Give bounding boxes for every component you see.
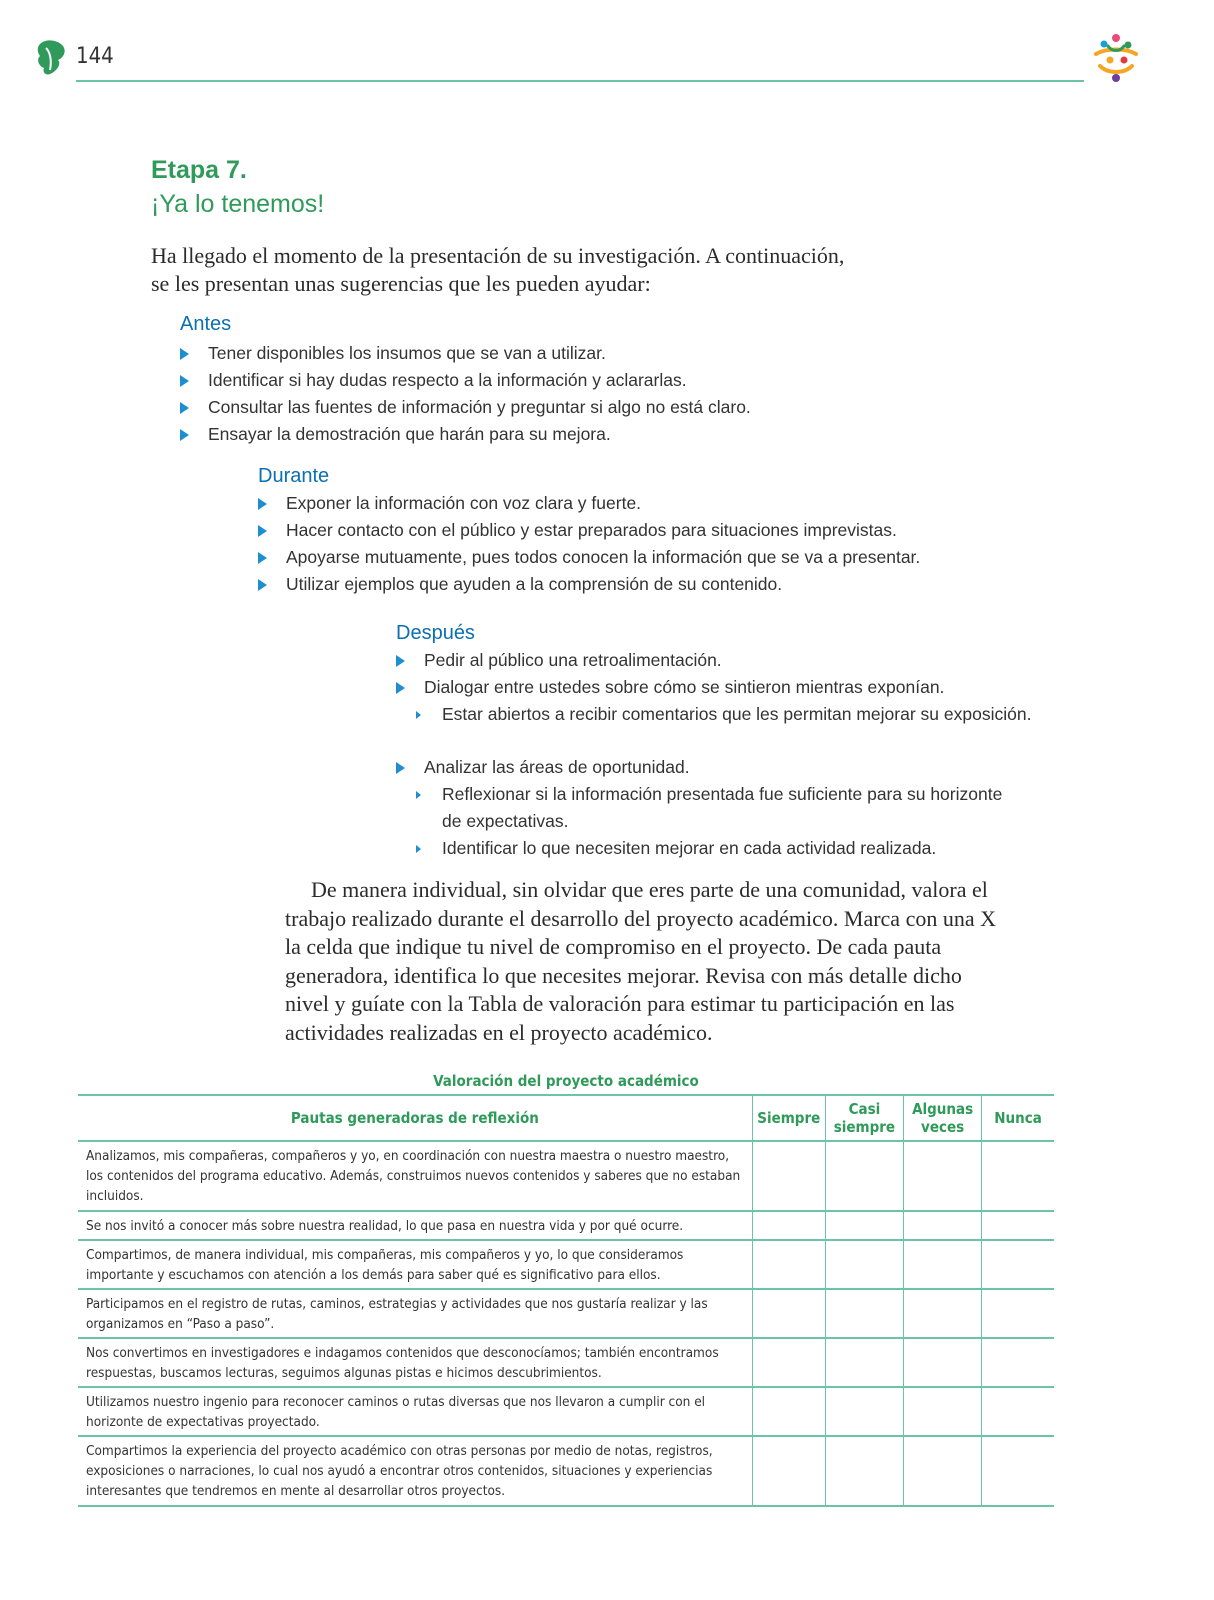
checkbox-cell-siempre[interactable] — [752, 1211, 825, 1240]
table-row — [78, 1436, 1054, 1506]
evaluation-table — [78, 1094, 1054, 1507]
column-header-algunas-veces: Algunas veces — [904, 1095, 982, 1141]
table-row — [78, 1387, 1054, 1436]
row-text: Nos convertimos en investigadores e indagamos contenidos que desconocíamos; también encontramos respuestas, buscamos lecturas, seguimos algunas pistas e hicimos descubrimientos. — [78, 1338, 752, 1387]
checkbox-cell-siempre[interactable] — [752, 1338, 825, 1387]
leaf-icon — [36, 38, 68, 76]
bullet-icon — [396, 655, 405, 667]
sub-list-item: Estar abiertos a recibir comentarios que les permitan mejorar su exposición. — [414, 701, 1031, 728]
row-text: Utilizamos nuestro ingenio para reconocer caminos o rutas diversas que nos llevaron a cumplir con el horizonte de expectativas proyectado. — [78, 1387, 752, 1436]
despues-list-2 — [396, 754, 1002, 862]
table-row — [78, 1211, 1054, 1240]
checkbox-cell-algunas-veces[interactable] — [904, 1240, 982, 1289]
small-bullet-icon — [416, 791, 421, 799]
table-row — [78, 1289, 1054, 1338]
row-text: Participamos en el registro de rutas, caminos, estrategias y actividades que nos gustaría realizar y las organizamos en “Paso a paso”. — [78, 1289, 752, 1338]
small-bullet-icon — [416, 711, 421, 719]
checkbox-cell-algunas-veces[interactable] — [904, 1387, 982, 1436]
checkbox-cell-algunas-veces[interactable] — [904, 1211, 982, 1240]
section-title-despues: Después — [396, 622, 475, 644]
page-number: 144 — [76, 44, 114, 69]
checkbox-cell-nunca[interactable] — [982, 1289, 1054, 1338]
column-header-nunca: Nunca — [982, 1095, 1054, 1141]
checkbox-cell-nunca[interactable] — [982, 1436, 1054, 1506]
checkbox-cell-casi-siempre[interactable] — [825, 1240, 903, 1289]
checkbox-cell-nunca[interactable] — [982, 1387, 1054, 1436]
checkbox-cell-casi-siempre[interactable] — [825, 1211, 903, 1240]
bullet-icon — [258, 498, 267, 510]
checkbox-cell-casi-siempre[interactable] — [825, 1141, 903, 1211]
table-row — [78, 1240, 1054, 1289]
checkbox-cell-siempre[interactable] — [752, 1141, 825, 1211]
list-item: Hacer contacto con el público y estar preparados para situaciones imprevistas. — [258, 517, 920, 544]
row-text: Compartimos, de manera individual, mis compañeras, mis compañeros y yo, lo que consideramos importante y escuchamos con atención a los demás para saber qué es significativo para ellos. — [78, 1240, 752, 1289]
checkbox-cell-algunas-veces[interactable] — [904, 1436, 982, 1506]
checkbox-cell-casi-siempre[interactable] — [825, 1289, 903, 1338]
checkbox-cell-siempre[interactable] — [752, 1387, 825, 1436]
bullet-icon — [258, 579, 267, 591]
durante-list — [258, 490, 920, 598]
bullet-icon — [258, 525, 267, 537]
row-text: Compartimos la experiencia del proyecto académico con otras personas por medio de notas, registros, exposiciones o narraciones, lo cual nos ayudó a encontrar otros contenidos, situaciones y experiencias interesantes que tendremos en mente al desarrollar otros proyectos. — [78, 1436, 752, 1506]
section-title-durante: Durante — [258, 465, 330, 487]
page-header — [0, 0, 1214, 90]
list-item: Identificar si hay dudas respecto a la información y aclararlas. — [180, 367, 751, 394]
row-text: Analizamos, mis compañeras, compañeros y yo, en coordinación con nuestra maestra o nuestro maestro, los contenidos del programa educativo. Además, construimos nuevos contenidos y saberes que no estaban incluidos. — [78, 1141, 752, 1211]
section-title-antes: Antes — [180, 313, 232, 335]
antes-list — [180, 340, 751, 448]
small-bullet-icon — [416, 845, 421, 853]
checkbox-cell-nunca[interactable] — [982, 1141, 1054, 1211]
checkbox-cell-nunca[interactable] — [982, 1211, 1054, 1240]
checkbox-cell-casi-siempre[interactable] — [825, 1338, 903, 1387]
bullet-icon — [396, 762, 405, 774]
list-item: Consultar las fuentes de información y preguntar si algo no está claro. — [180, 394, 751, 421]
list-item: Exponer la información con voz clara y fuerte. — [258, 490, 920, 517]
intro-paragraph: Ha llegado el momento de la presentación de su investigación. A continuación, se les presentan unas sugerencias que les pueden ayudar: — [151, 243, 845, 296]
column-header-pautas: Pautas generadoras de reflexión — [78, 1095, 752, 1141]
bullet-icon — [180, 348, 189, 360]
bullet-icon — [258, 552, 267, 564]
checkbox-cell-algunas-veces[interactable] — [904, 1338, 982, 1387]
list-item: Utilizar ejemplos que ayuden a la comprensión de su contenido. — [258, 571, 920, 598]
bullet-icon — [180, 375, 189, 387]
row-text: Se nos invitó a conocer más sobre nuestra realidad, lo que pasa en nuestra vida y por qué ocurre. — [78, 1211, 752, 1240]
list-item: Pedir al público una retroalimentación. — [396, 647, 1031, 674]
bullet-icon — [180, 402, 189, 414]
table-title: Valoración del proyecto académico — [433, 1072, 699, 1090]
table-row — [78, 1338, 1054, 1387]
checkbox-cell-algunas-veces[interactable] — [904, 1289, 982, 1338]
figures-logo-icon — [1088, 30, 1144, 86]
checkbox-cell-nunca[interactable] — [982, 1240, 1054, 1289]
table-header-row — [78, 1095, 1054, 1141]
bullet-icon — [396, 682, 405, 694]
checkbox-cell-siempre[interactable] — [752, 1289, 825, 1338]
checkbox-cell-nunca[interactable] — [982, 1338, 1054, 1387]
sub-list-item-continuation: de expectativas. — [442, 811, 569, 831]
list-item: Apoyarse mutuamente, pues todos conocen la información que se va a presentar. — [258, 544, 920, 571]
checkbox-cell-siempre[interactable] — [752, 1436, 825, 1506]
table-row — [78, 1141, 1054, 1211]
despues-list — [396, 647, 1031, 728]
checkbox-cell-algunas-veces[interactable] — [904, 1141, 982, 1211]
closing-paragraph: De manera individual, sin olvidar que eres parte de una comunidad, valora el trabajo realizado durante el desarrollo del proyecto académico. Marca con una X la celda que indique tu nivel de compromiso en el proyecto. De cada pauta generadora, identifica lo que necesites mejorar. Revisa con más detalle dicho nivel y guíate con la Tabla de valoración para estimar tu participación en las actividades realizadas en el proyecto académico. — [285, 877, 996, 1045]
stage-title: Etapa 7. — [151, 156, 247, 184]
list-item: Dialogar entre ustedes sobre cómo se sintieron mientras exponían. — [396, 674, 1031, 701]
list-item: Tener disponibles los insumos que se van a utilizar. — [180, 340, 751, 367]
list-item: Ensayar la demostración que harán para su mejora. — [180, 421, 751, 448]
sub-list-item: Identificar lo que necesiten mejorar en cada actividad realizada. — [414, 835, 1002, 862]
header-rule — [76, 80, 1084, 82]
list-item: Analizar las áreas de oportunidad. — [396, 754, 1002, 781]
checkbox-cell-siempre[interactable] — [752, 1240, 825, 1289]
column-header-siempre: Siempre — [752, 1095, 825, 1141]
bullet-icon — [180, 429, 189, 441]
checkbox-cell-casi-siempre[interactable] — [825, 1436, 903, 1506]
column-header-casi-siempre: Casi siempre — [825, 1095, 903, 1141]
checkbox-cell-casi-siempre[interactable] — [825, 1387, 903, 1436]
sub-list-item: Reflexionar si la información presentada fue suficiente para su horizonte — [414, 781, 1002, 808]
stage-subtitle: ¡Ya lo tenemos! — [151, 190, 325, 218]
